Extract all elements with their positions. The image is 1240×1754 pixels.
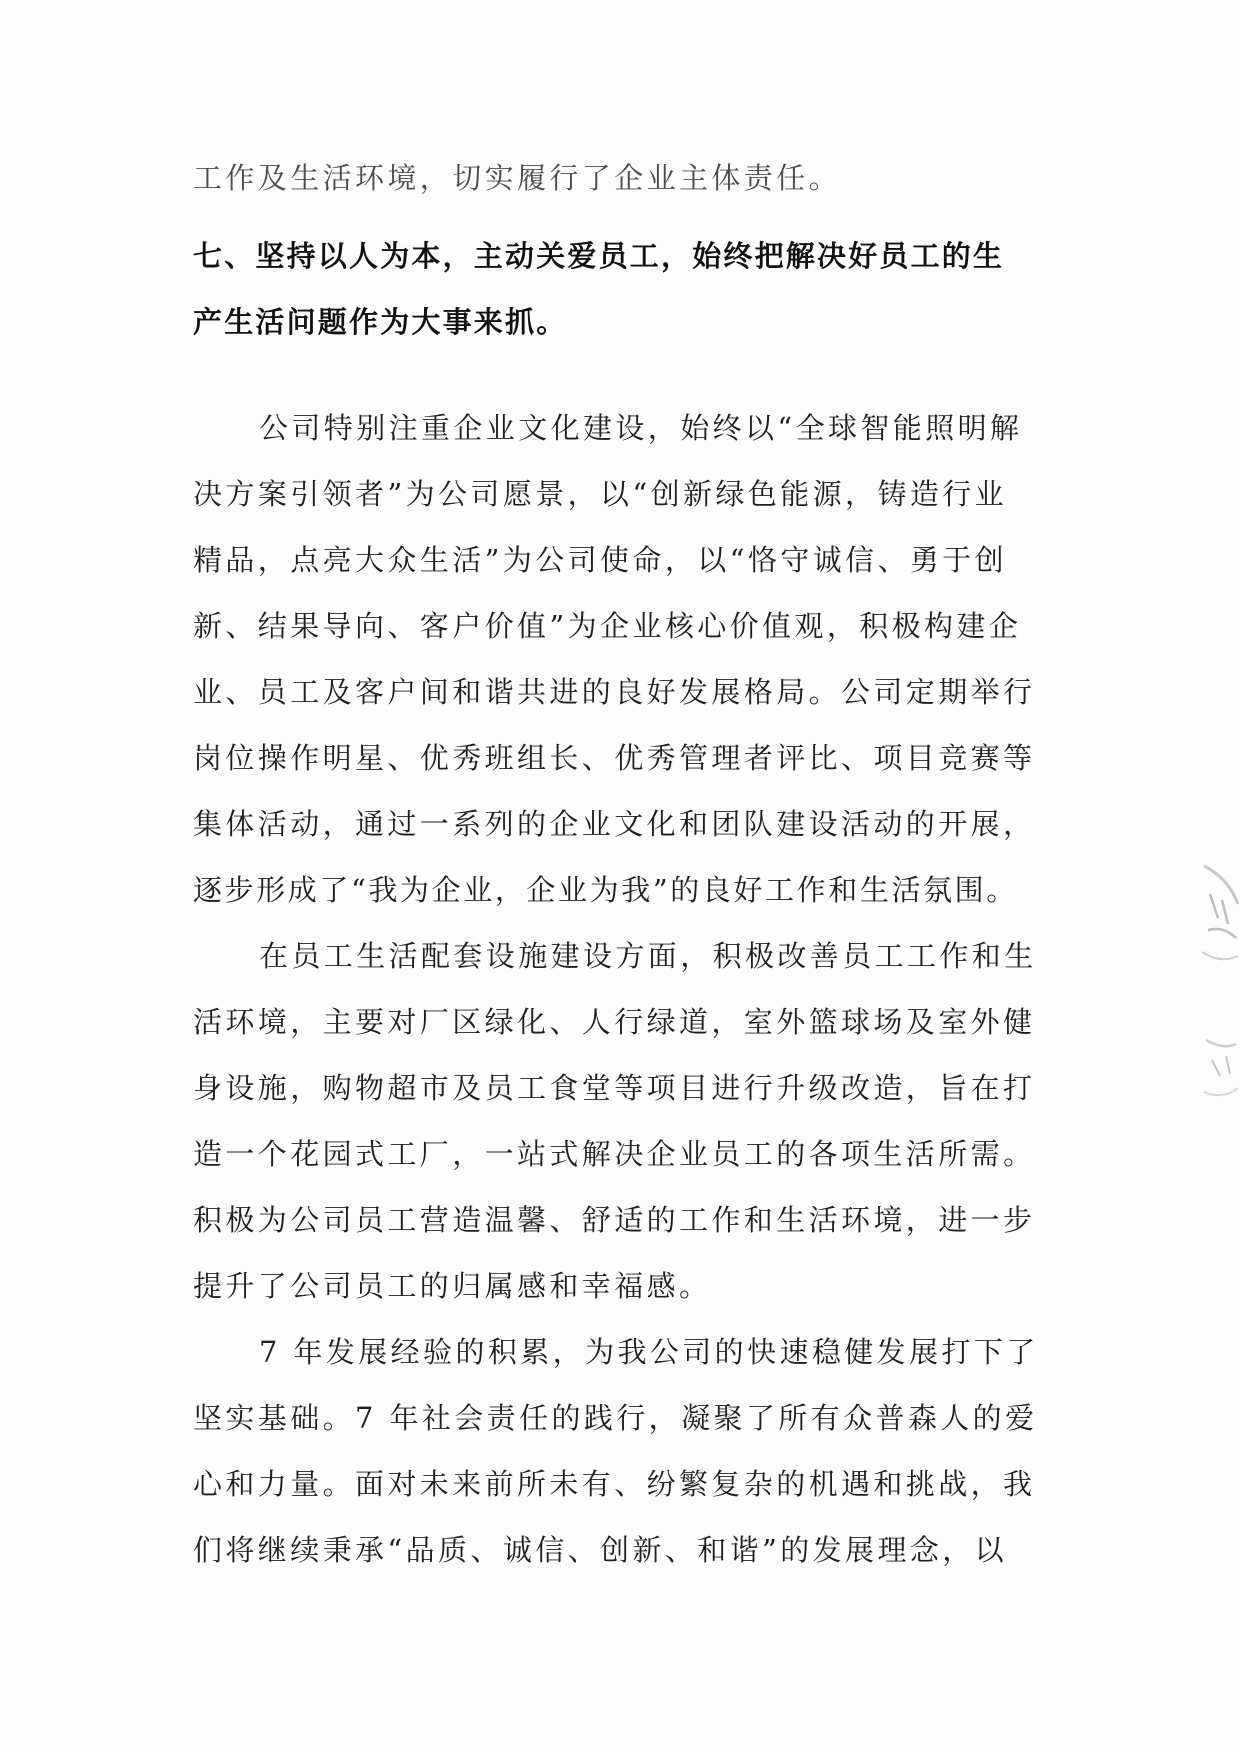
spacer [193, 211, 1059, 223]
paragraph-line: 们将继续秉承“品质、诚信、创新、和谐”的发展理念，以 [193, 1533, 1008, 1567]
paragraph-line: 决方案引领者”为公司愿景，以“创新绿色能源，铸造行业 [193, 477, 1008, 511]
paragraph-line: 新、结果导向、客户价值”为企业核心价值观，积极构建企 [193, 609, 1022, 643]
paragraph-line: 活环境，主要对厂区绿化、人行绿道，室外篮球场及室外健 [193, 1005, 1036, 1039]
paragraph-line: 精品，点亮大众生活”为公司使命，以“恪守诚信、勇于创 [193, 543, 1008, 577]
paragraph-line: 逐步形成了“我为企业，企业为我”的良好工作和生活氛围。 [193, 873, 1018, 907]
paragraph-line: 集体活动，通过一系列的企业文化和团队建设活动的开展， [193, 807, 1036, 841]
section-heading-line: 产生活问题作为大事来抓。 [193, 305, 568, 339]
seal-edge-mark [1198, 1030, 1240, 1110]
paragraph-line: 坚实基础。7 年社会责任的践行，凝聚了所有众普森人的爱 [193, 1401, 1038, 1435]
seal-edge-mark [1198, 860, 1240, 970]
paragraph-line: 公司特别注重企业文化建设，始终以“全球智能照明解 [259, 411, 1023, 445]
section-heading-line: 七、坚持以人为本，主动关爱员工，始终把解决好员工的生 [193, 239, 1005, 273]
paragraph-line: 心和力量。面对未来前所未有、纷繁复杂的机遇和挑战，我 [193, 1467, 1036, 1501]
paragraph-line: 身设施，购物超市及员工食堂等项目进行升级改造，旨在打 [193, 1071, 1036, 1105]
document-body [193, 145, 1059, 1583]
paragraph-line: 积极为公司员工营造温馨、舒适的工作和生活环境，进一步 [193, 1203, 1036, 1237]
spacer [193, 355, 1059, 395]
paragraph-line: 岗位操作明星、优秀班组长、优秀管理者评比、项目竞赛等 [193, 741, 1036, 775]
text-line: 工作及生活环境，切实履行了企业主体责任。 [193, 161, 842, 195]
paragraph-line: 提升了公司员工的归属感和幸福感。 [193, 1269, 712, 1303]
paragraph-line: 造一个花园式工厂，一站式解决企业员工的各项生活所需。 [193, 1137, 1036, 1171]
paragraph-line: 业、员工及客户间和谐共进的良好发展格局。公司定期举行 [193, 675, 1036, 709]
paragraph-line: 7 年发展经验的积累，为我公司的快速稳健发展打下了 [259, 1335, 1039, 1369]
paragraph-line: 在员工生活配套设施建设方面，积极改善员工工作和生 [259, 939, 1037, 973]
